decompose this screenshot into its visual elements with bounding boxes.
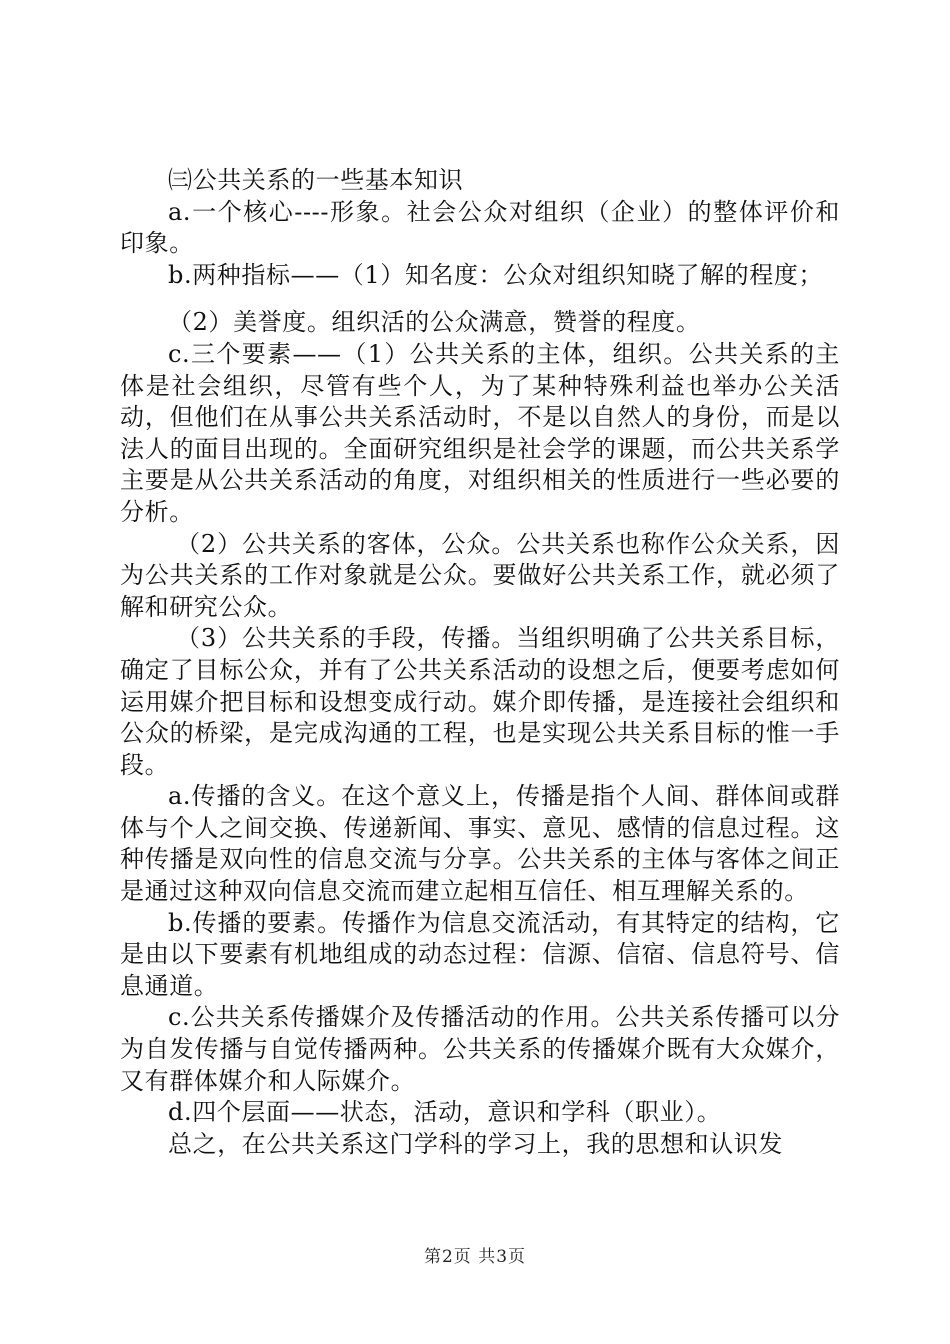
page-footer: 第2页 共3页 bbox=[423, 1247, 527, 1267]
section-heading: ㈢公共关系的一些基本知识 bbox=[168, 166, 464, 194]
document-body bbox=[120, 165, 840, 1160]
paragraph-three-elements: c.三个要素——（1）公共关系的主体，组织。公共关系的主体是社会组织，尽管有些个人，为了某种特殊利益也举办公关活动，但他们在从事公共关系活动时，不是以自然人的身份，而是以法人的面目出现的。全面研究组织是社会学的课题，而公共关系学主要是从公共关系活动的角度，对组织相关的性质进行一些必要的分析。 bbox=[120, 339, 840, 526]
paragraph-communication-meaning: a.传播的含义。在这个意义上，传播是指个人间、群体间或群体与个人之间交换、传递新闻、事实、意见、感情的信息过程。这种传播是双向性的信息交流与分享。公共关系的主体与客体之间正是通过这种双向信息交流而建立起相互信任、相互理解关系的。 bbox=[120, 782, 840, 906]
paragraph-object-public: （2）公共关系的客体，公众。公共关系也称作公众关系，因为公共关系的工作对象就是公众。要做好公共关系工作，就必须了解和研究公众。 bbox=[120, 529, 840, 621]
paragraph-reputation: （2）美誉度。组织活的公众满意，赞誉的程度。 bbox=[168, 308, 701, 337]
paragraph-means-communication: （3）公共关系的手段，传播。当组织明确了公共关系目标，确定了目标公众，并有了公共关系活动的设想之后，便要考虑如何运用媒介把目标和设想变成行动。媒介即传播，是连接社会组织和公众的桥梁，是完成沟通的工程，也是实现公共关系目标的惟一手段。 bbox=[120, 624, 840, 779]
paragraph-communication-media: c.公共关系传播媒介及传播活动的作用。公共关系传播可以分为自发传播与自觉传播两种。公共关系的传播媒介既有大众媒介，又有群体媒介和人际媒介。 bbox=[120, 1003, 840, 1095]
paragraph-two-indicators: b.两种指标——（1）知名度：公众对组织知晓了解的程度； bbox=[168, 260, 824, 289]
paragraph-core-image: a.一个核心----形象。社会公众对组织（企业）的整体评价和印象。 bbox=[120, 197, 840, 258]
paragraph-four-levels: d.四个层面——状态，活动，意识和学科（职业）。 bbox=[168, 1098, 722, 1127]
paragraph-conclusion: 总之，在公共关系这门学科的学习上，我的思想和认识发 bbox=[168, 1129, 783, 1158]
paragraph-communication-elements: b.传播的要素。传播作为信息交流活动，有其特定的结构，它是由以下要素有机地组成的动态过程：信源、信宿、信息符号、信息通道。 bbox=[120, 908, 840, 1000]
